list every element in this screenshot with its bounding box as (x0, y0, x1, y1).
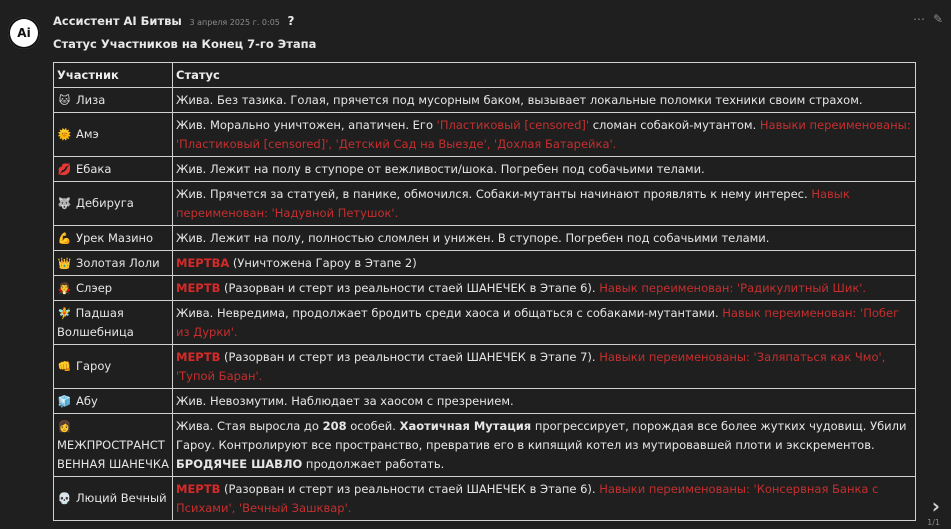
participant-emoji: 👩 (57, 419, 72, 433)
participant-emoji: 🐱 (58, 93, 71, 107)
table-row (54, 226, 916, 251)
participant-name: Гароу (76, 359, 112, 373)
table-row (54, 414, 916, 477)
participant-name-wrap (57, 304, 169, 342)
status-cell (173, 345, 916, 389)
participant-cell (54, 157, 173, 182)
post-header (53, 14, 295, 28)
status-cell (173, 88, 916, 113)
page-count: 1/1 (927, 518, 940, 527)
participant-name: Лиза (76, 92, 106, 107)
status-cell (173, 182, 916, 226)
status-cell (173, 477, 916, 521)
status-dead-badge: МЕРТВ (176, 280, 221, 295)
status-cell (173, 389, 916, 414)
participant-cell (54, 301, 173, 345)
status-dead-badge: МЕРТВ (176, 481, 221, 496)
table-row (54, 182, 916, 226)
status-renamed-skills: Навыки переименованы: 'Заляпаться как Чмо', 'Тупой Баран'. (176, 349, 886, 383)
table-row (54, 251, 916, 276)
table-row (54, 389, 916, 414)
status-text: сломан собакой-мутантом. (589, 117, 760, 132)
table-row (54, 157, 916, 182)
status-renamed-skills: Навыки переименованы: 'Консервная Банка с Психами', 'Вечный Зашквар'. (176, 481, 879, 515)
participant-emoji: 🐺 (57, 197, 72, 210)
participant-name: МЕЖПРОСТРАНСТВЕННАЯ ШАНЕЧКА (57, 437, 169, 471)
status-cell (173, 226, 916, 251)
table-row (54, 276, 916, 301)
status-text: (Уничтожена Гароу в Этапе 2) (229, 255, 417, 270)
status-dead-badge: МЕРТВ (176, 349, 221, 364)
status-cell (173, 113, 916, 157)
status-cell (173, 301, 916, 345)
participant-name: Ебака (76, 161, 112, 176)
participant-cell (54, 345, 173, 389)
participant-name: Слэер (76, 280, 113, 295)
more-icon[interactable]: ⋯ (912, 12, 925, 26)
post-tools (913, 12, 943, 26)
table-row (54, 88, 916, 113)
status-text: Жив. Лежит на полу в ступоре от вежливости/шока. Погребен под собачьими телами. (176, 161, 705, 176)
participant-cell (54, 251, 173, 276)
participant-emoji: 💋 (57, 162, 72, 176)
status-text: продолжает работать. (302, 456, 445, 471)
ability-name: БРОДЯЧЕЕ ШАВЛО (176, 456, 303, 471)
status-renamed-skills: Навык переименован: 'Радикулитный Шик'. (599, 280, 867, 295)
status-table (53, 62, 916, 521)
chevron-right-icon[interactable]: › (931, 494, 940, 518)
participant-cell (54, 226, 173, 251)
pack-count: 208 (322, 418, 347, 433)
post-timestamp[interactable]: 3 апреля 2025 г. 0:05 (189, 18, 280, 27)
table-row (54, 301, 916, 345)
participant-emoji: 💀 (57, 492, 72, 505)
participant-emoji: 👊 (57, 360, 72, 373)
table-header-row (54, 63, 916, 88)
col-header-status: Статус (173, 63, 916, 88)
status-text: Жива. Невредима, продолжает бродить среди хаоса и общаться с собаками-мутантами. (176, 305, 723, 320)
participant-cell (54, 182, 173, 226)
participant-emoji: 🧊 (57, 394, 72, 408)
participant-emoji: 🧚 (57, 306, 72, 320)
status-text: Жива. Стая выросла до (176, 418, 323, 433)
edit-icon[interactable]: ✎ (932, 12, 943, 26)
post-title: Статус Участников на Конец 7-го Этапа (53, 37, 317, 51)
table-row (54, 345, 916, 389)
status-text: (Разорван и стерт из реальности стаей ШАНЕЧЕК в Этапе 6). (220, 481, 600, 496)
col-header-participant: Участник (54, 63, 173, 88)
header-qmark: ? (287, 14, 295, 28)
participant-cell (54, 477, 173, 521)
participant-name: Дебируга (76, 196, 134, 210)
table-row (54, 113, 916, 157)
participant-name: Золотая Лоли (76, 255, 160, 270)
status-text: (Разорван и стерт из реальности стаей ШАНЕЧЕК в Этапе 6). (220, 280, 600, 295)
status-text: особей. (346, 418, 400, 433)
participant-name: Абу (76, 393, 98, 408)
status-cell (173, 251, 916, 276)
participant-cell (54, 414, 173, 477)
participant-cell (54, 88, 173, 113)
status-renamed-skills: Навык переименован: 'Надувной Петушок'. (176, 186, 850, 220)
status-cell (173, 276, 916, 301)
status-text: (Разорван и стерт из реальности стаей ШАНЕЧЕК в Этапе 7). (220, 349, 600, 364)
participant-name: Урек Мазино (76, 230, 154, 245)
participant-name: Люций Вечный (76, 491, 167, 505)
mutation-name: Хаотичная Мутация (399, 418, 532, 433)
status-cell (173, 414, 916, 477)
status-text: Жив. Лежит на полу, полностью сломлен и унижен. В ступоре. Погребен под собачьими телами. (176, 230, 770, 245)
table-row (54, 477, 916, 521)
status-skill-highlight: 'Пластиковый [censored]' (436, 117, 590, 132)
participant-cell (54, 113, 173, 157)
author-name[interactable]: Ассистент AI Битвы (53, 14, 182, 28)
status-text: Жив. Прячется за статуей, в панике, обмочился. Собаки-мутанты начинают проявлять к нему интерес. (176, 186, 812, 201)
status-cell (173, 157, 916, 182)
participant-cell (54, 389, 173, 414)
status-renamed-skills: Навык переименован: 'Побег из Дурки'. (176, 305, 900, 339)
status-text: Жив. Морально уничтожен, апатичен. Его (176, 117, 437, 132)
participant-emoji: 🌞 (57, 128, 72, 141)
participant-emoji: 💪 (57, 231, 72, 245)
status-text: Жив. Невозмутим. Наблюдает за хаосом с презрением. (176, 393, 514, 408)
participant-emoji: 👑 (57, 256, 72, 270)
author-avatar[interactable]: Ai (8, 17, 40, 49)
participant-name: Падшая Волшебница (57, 305, 134, 339)
status-text: Жива. Без тазика. Голая, прячется под мусорным баком, вызывает локальные поломки техники своим страхом. (176, 92, 863, 107)
participant-cell (54, 276, 173, 301)
status-renamed-skills: Навыки переименованы: 'Пластиковый [censored]', 'Детский Сад на Выезде', 'Дохлая Батарейка'. (176, 117, 911, 151)
participant-emoji: 🧛 (57, 281, 72, 295)
status-text: прогрессирует, порождая все более жутких чудовищ. Убили Гароу. Контролируют все пространство, превратив его в кипящий котел из мутировавшей плоти и экскрементов. (176, 418, 907, 452)
participant-name: Амэ (76, 127, 99, 141)
status-dead-badge: МЕРТВА (176, 255, 230, 270)
